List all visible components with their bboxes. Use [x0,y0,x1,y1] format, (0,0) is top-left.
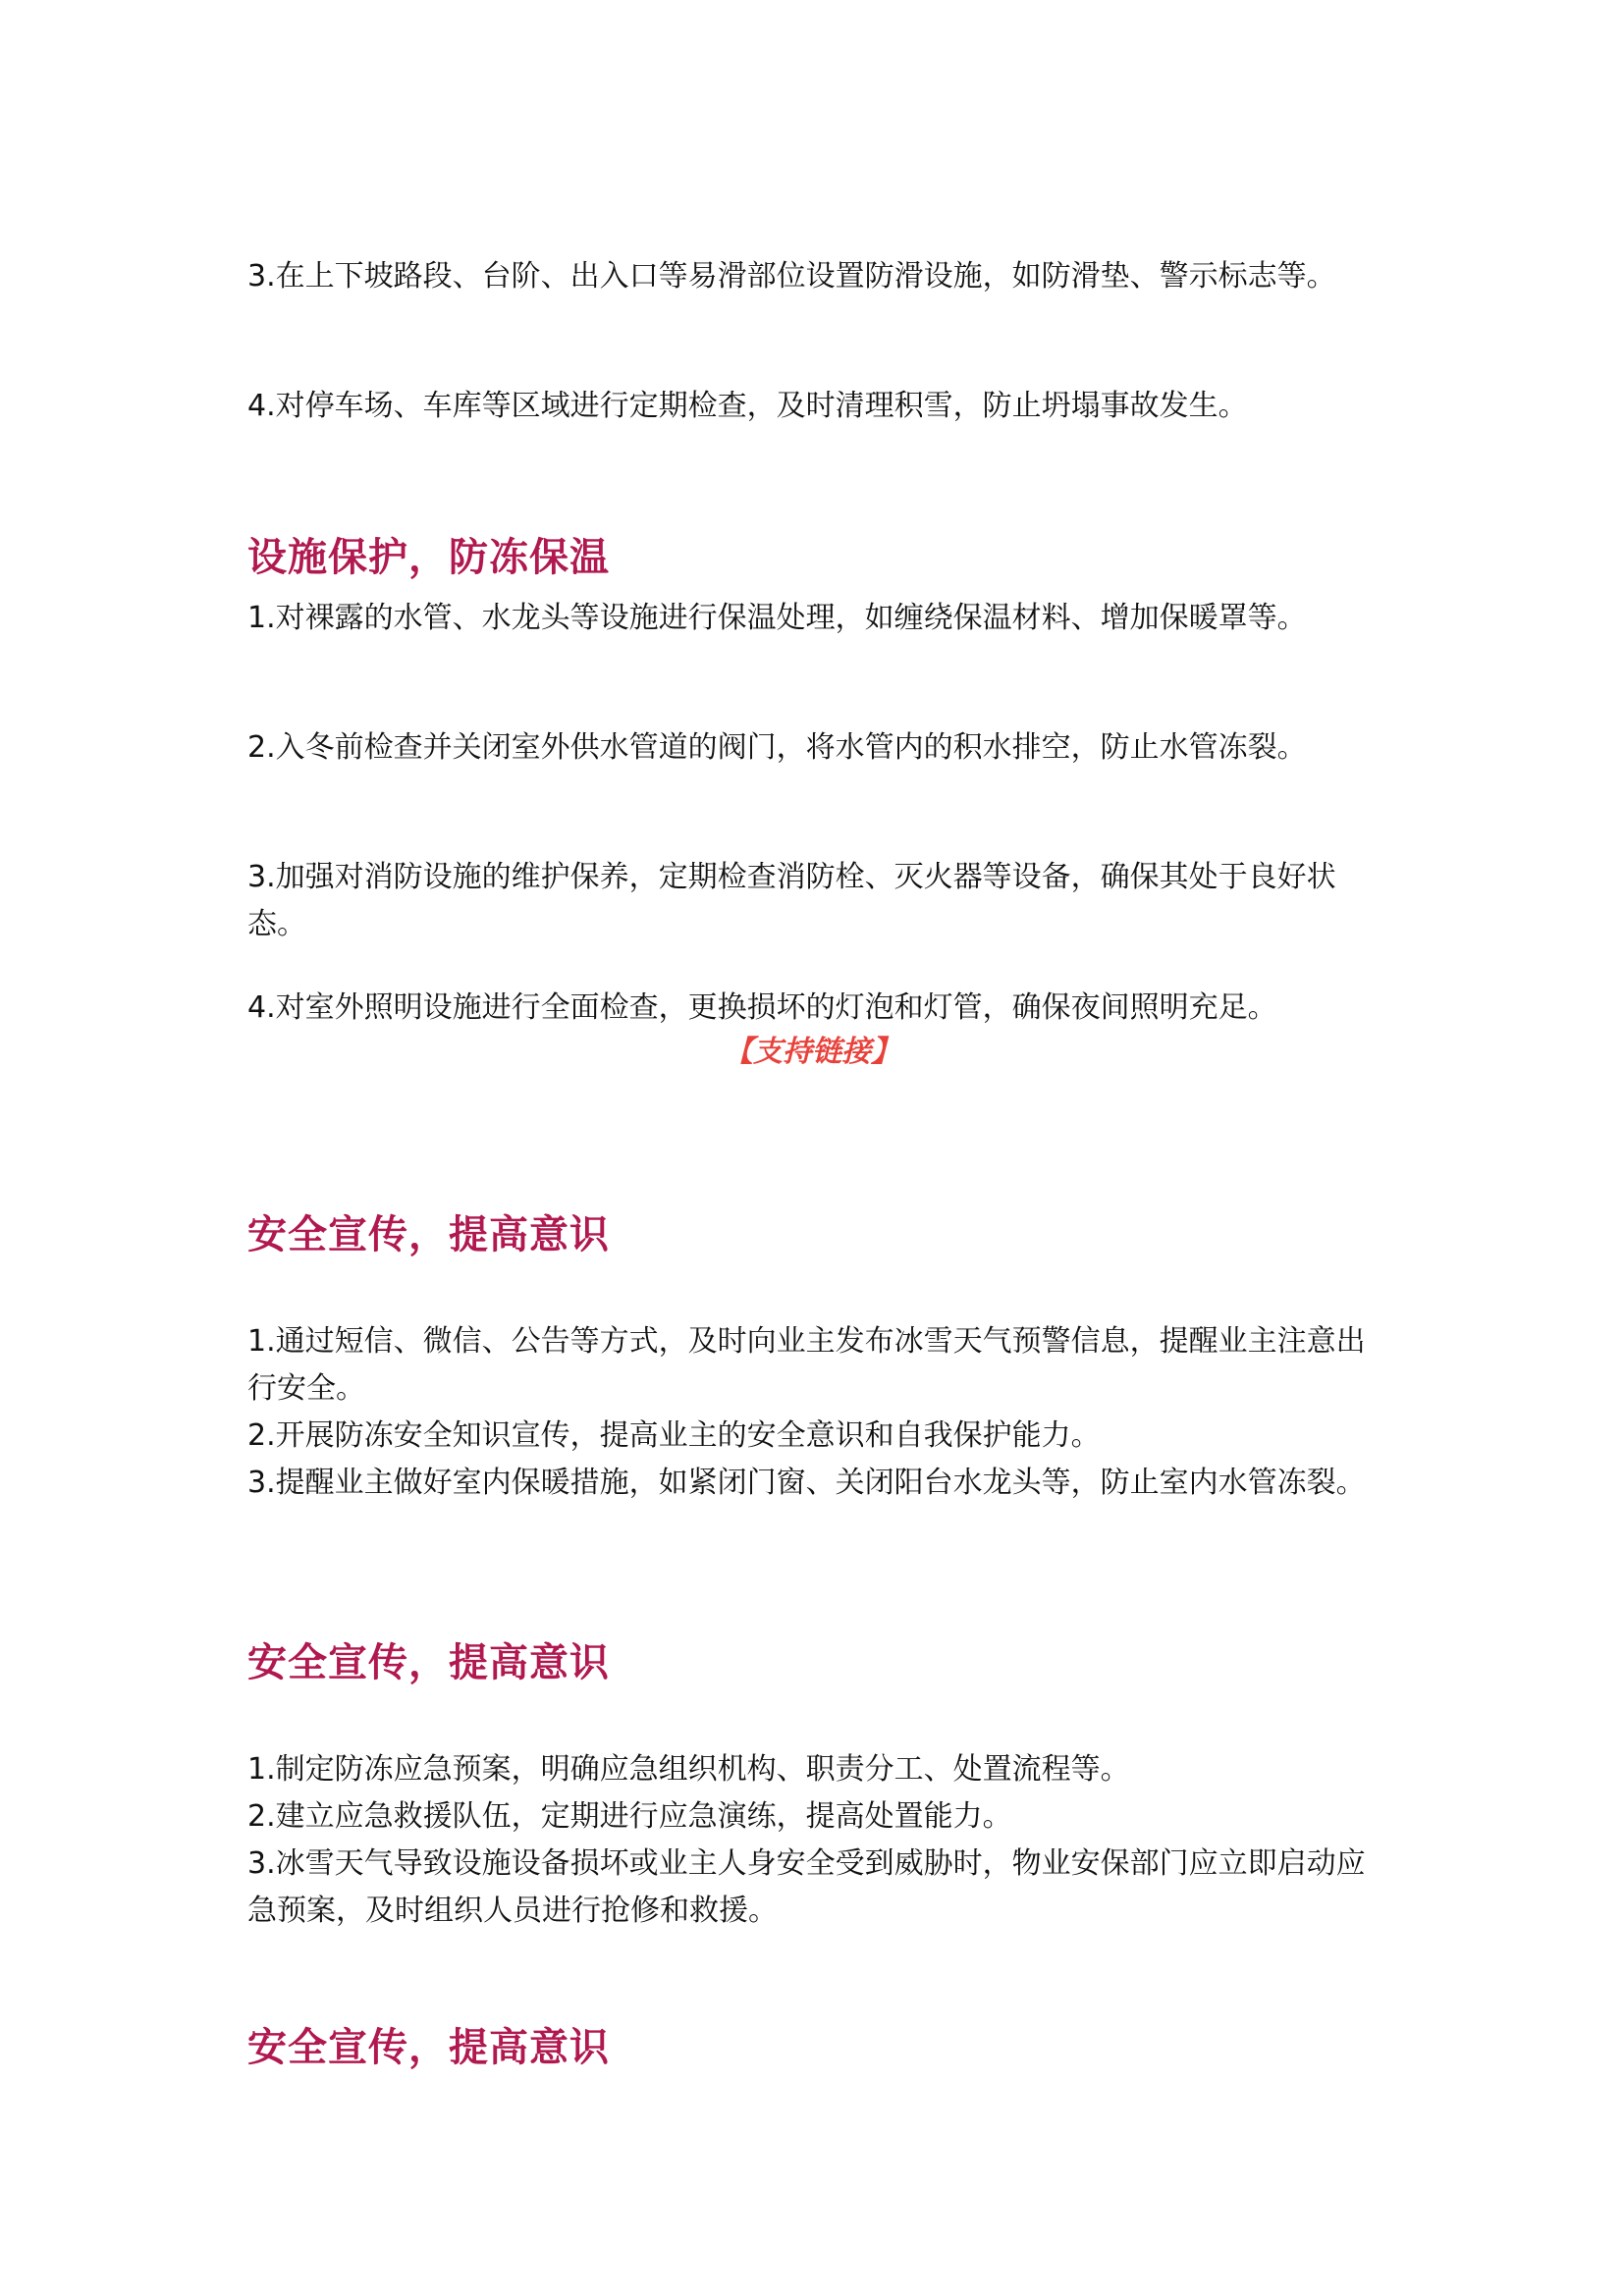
section-heading: 安全宣传，提高意识 [247,2024,610,2070]
list-item: 2.开展防冻安全知识宣传，提高业主的安全意识和自我保护能力。 [247,1418,1101,1453]
section-heading: 安全宣传，提高意识 [247,1639,610,1685]
section-b-item-4 [247,985,1386,1032]
list-item: 4.对停车场、车库等区域进行定期检查，及时清理积雪，防止坍塌事故发生。 [247,389,1248,423]
list-item: 1.通过短信、微信、公告等方式，及时向业主发布冰雪天气预警信息，提醒业主注意出行安全。 [247,1324,1366,1406]
section-c-heading-wrap [247,1207,1386,1262]
section-heading: 设施保护，防冻保温 [247,534,610,580]
section-heading: 安全宣传，提高意识 [247,1211,610,1257]
list-item: 3.加强对消防设施的维护保养，定期检查消防栓、灭火器等设备，确保其处于良好状态。 [247,860,1336,941]
section-d-list [247,1746,1386,1935]
section-d-heading-wrap [247,1635,1386,1690]
list-item: 1.对裸露的水管、水龙头等设施进行保温处理，如缠绕保温材料、增加保暖罩等。 [247,601,1307,635]
section-b-item-2 [247,724,1386,772]
section-e-heading-wrap [247,2020,1386,2075]
list-item: 4.对室外照明设施进行全面检查，更换损坏的灯泡和灯管，确保夜间照明充足。 [247,990,1277,1025]
list-item: 2.入冬前检查并关闭室外供水管道的阀门，将水管内的积水排空，防止水管冻裂。 [247,730,1307,765]
list-item: 2.建立应急救援队伍，定期进行应急演练，提高处置能力。 [247,1799,1012,1834]
section-b-heading-wrap [247,530,1386,585]
support-link[interactable]: 【支持链接】 [724,1035,900,1069]
section-a [247,253,1386,300]
list-item: 3.提醒业主做好室内保暖措施，如紧闭门窗、关闭阳台水龙头等，防止室内水管冻裂。 [247,1466,1366,1500]
section-c-list [247,1318,1386,1507]
section-b-item-1 [247,595,1386,642]
section-a-item-4 [247,383,1386,430]
list-item: 3.冰雪天气导致设施设备损坏或业主人身安全受到威胁时，物业安保部门应立即启动应急预案，及时组织人员进行抢修和救援。 [247,1846,1366,1928]
list-item: 3.在上下坡路段、台阶、出入口等易滑部位设置防滑设施，如防滑垫、警示标志等。 [247,259,1336,294]
section-b-item-3 [247,854,1386,948]
list-item: 1.制定防冻应急预案，明确应急组织机构、职责分工、处置流程等。 [247,1752,1130,1787]
